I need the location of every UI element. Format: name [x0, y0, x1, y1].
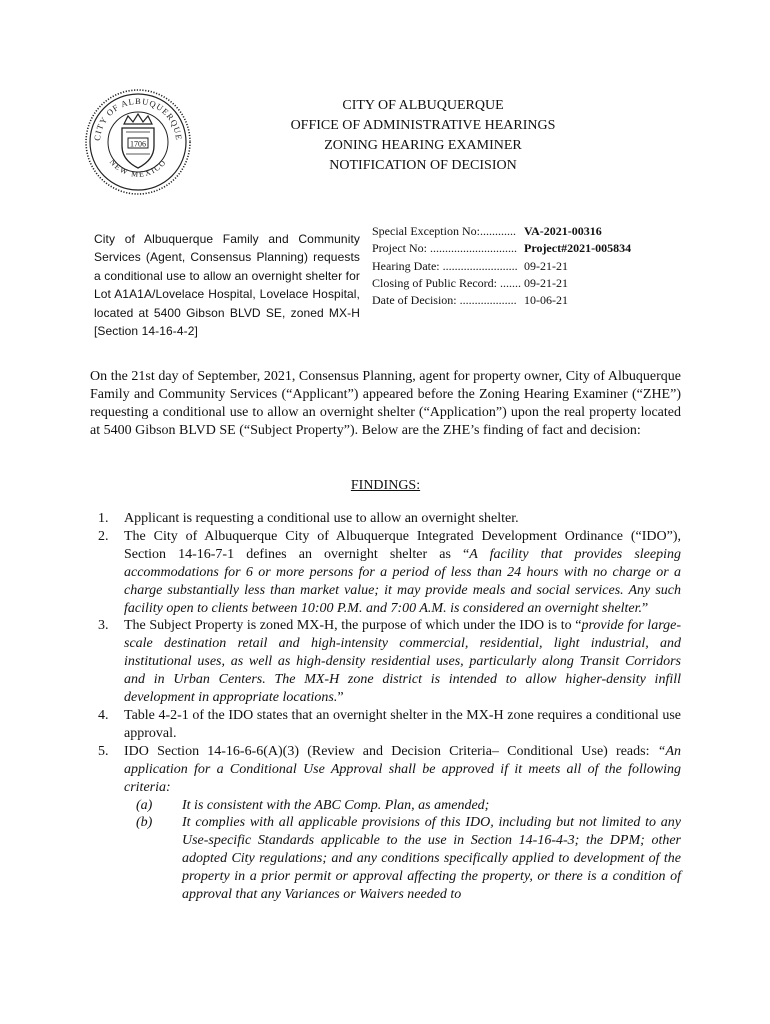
- criteria-text: It is consistent with the ABC Comp. Plan, as amended;: [182, 797, 490, 813]
- finding-quote: A facility that provides sleeping accommodations for 6 or more persons for a period of less than 24 hours with no charge or a charge substantially less than market value; it may provide meals and social services. Any such facility open to clients between 10:00 P.M. and 7:00 A.M. is considered an overnight shelter.: [124, 546, 681, 616]
- finding-number: 2.: [98, 528, 109, 544]
- case-info-row: [372, 240, 692, 257]
- finding-number: 4.: [98, 707, 109, 723]
- finding-quote: “An application for a Conditional Use Approval shall be approved if it meets all of the following criteria:: [124, 743, 681, 795]
- criteria-list: [124, 797, 681, 904]
- svg-text:NEW MEXICO: NEW MEXICO: [107, 157, 169, 179]
- intro-paragraph: On the 21st day of September, 2021, Consensus Planning, agent for property owner, City of Albuquerque Family and Community Services (“Applicant”) appeared before the Zoning Hearing Examiner (“ZHE”) requesting a conditional use to allow an overnight shelter (“Application”) upon the real property located at 5400 Gibson BLVD SE (“Subject Property”). Below are the ZHE’s finding of fact and decision:: [90, 369, 681, 438]
- case-info-value: VA-2021-00316: [524, 224, 602, 238]
- finding-text: IDO Section 14-16-6-6(A)(3) (Review and Decision Criteria– Conditional Use) reads:: [124, 743, 658, 759]
- finding-number: 5.: [98, 743, 109, 759]
- case-info-label: Date of Decision: ...................: [372, 293, 517, 308]
- case-info-label: Hearing Date: .........................: [372, 258, 518, 273]
- finding-quote-close: ”: [642, 600, 649, 616]
- svg-text:1706: 1706: [130, 139, 146, 149]
- svg-text:CITY OF ALBUQUERQUE: CITY OF ALBUQUERQUE: [91, 95, 185, 142]
- case-info-value: Project#2021-005834: [524, 241, 632, 256]
- finding-text: Table 4-2-1 of the IDO states that an overnight shelter in the MX-H zone requires a conditional use approval.: [124, 707, 681, 741]
- case-info-block: [372, 223, 692, 309]
- finding-item: [90, 528, 681, 618]
- case-info-row: [372, 275, 692, 292]
- header-line-office: OFFICE OF ADMINISTRATIVE HEARINGS: [290, 118, 556, 133]
- criteria-text: It complies with all applicable provisions of this IDO, including but not limited to any Use-specific Standards applicable to the use in Section 14-16-4-3; the DPM; other adopted City regulations; and any conditions specifically applied to development of the property in a prior permit or approval affecting the property, or there is a condition of approval that any Variances or Waivers needed to: [182, 815, 681, 903]
- case-info-row: [372, 292, 692, 309]
- criteria-item: [124, 797, 681, 815]
- case-info-label: Special Exception No:............: [372, 224, 516, 238]
- findings-list: [90, 510, 681, 904]
- criteria-label: (b): [136, 815, 153, 831]
- finding-number: 1.: [98, 511, 109, 526]
- finding-number: 3.: [98, 618, 109, 634]
- header-line-city: CITY OF ALBUQUERQUE: [342, 98, 504, 113]
- case-info-label: Project No: .............................: [372, 241, 517, 256]
- city-seal-logo: [84, 88, 192, 196]
- case-info-row: [372, 223, 692, 240]
- case-info-value: 09-21-21: [524, 258, 568, 273]
- finding-text: The City of Albuquerque City of Albuquerque Integrated Development Ordinance (“IDO”), Section 14-16-7-1 defines an overnight shelter as “: [124, 528, 681, 562]
- criteria-label: (a): [136, 797, 153, 813]
- finding-quote: provide for large-scale destination retail and high-intensity commercial, residential, light industrial, and institutional uses, as well as high-density residential uses, particularly along Transit Corridors and in Urban Centers. The MX-H zone district is intended to allow higher-density infill development in appropriate locations.: [124, 618, 682, 706]
- criteria-item: [124, 814, 681, 904]
- case-info-value: 09-21-21: [524, 275, 568, 290]
- case-caption: City of Albuquerque Family and Community Services (Agent, Consensus Planning) requests a conditional use to allow an overnight shelter for Lot A1A1A/Lovelace Hospital, Lovelace Hospital, located at 5400 Gibson BLVD SE, zoned MX-H [Section 14-16-4-2]: [94, 232, 360, 339]
- case-info-row: [372, 258, 692, 275]
- finding-item: [90, 743, 681, 904]
- finding-item: [90, 510, 681, 528]
- finding-item: [90, 617, 681, 707]
- finding-text: Applicant is requesting a conditional use to allow an overnight shelter.: [124, 511, 519, 526]
- finding-text: The Subject Property is zoned MX-H, the purpose of which under the IDO is to “: [124, 618, 582, 634]
- finding-item: [90, 707, 681, 743]
- findings-heading: FINDINGS:: [350, 478, 421, 493]
- header-line-notification: NOTIFICATION OF DECISION: [329, 158, 517, 173]
- case-info-label: Closing of Public Record: .......: [372, 275, 521, 290]
- header-line-examiner: ZONING HEARING EXAMINER: [324, 138, 522, 153]
- case-info-value: 10-06-21: [524, 293, 568, 308]
- finding-quote-close: ”: [337, 690, 344, 706]
- document-header: [250, 96, 596, 176]
